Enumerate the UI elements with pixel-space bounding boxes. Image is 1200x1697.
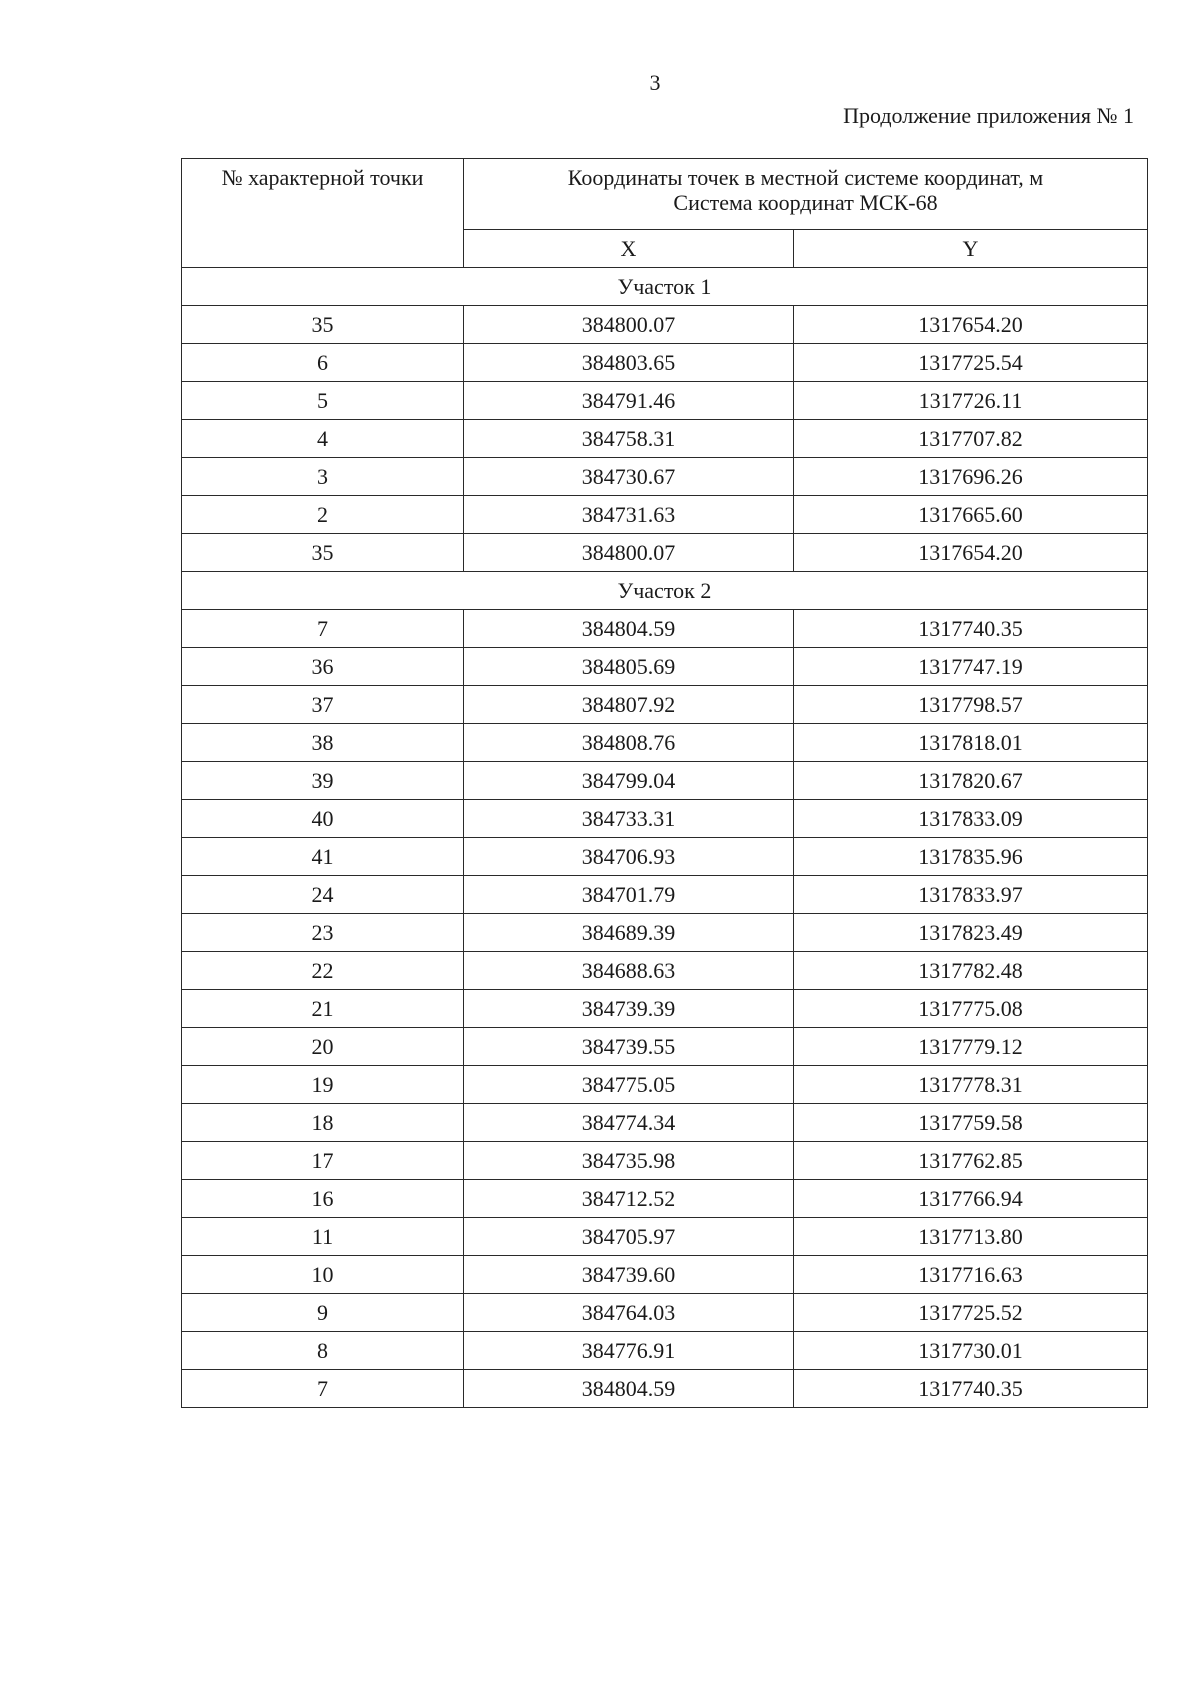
table-row bbox=[182, 876, 1148, 914]
point-number-cell: 38 bbox=[182, 724, 464, 762]
table-row bbox=[182, 1256, 1148, 1294]
y-coordinate-cell: 1317782.48 bbox=[794, 952, 1148, 990]
table-row bbox=[182, 1104, 1148, 1142]
section-title: Участок 2 bbox=[182, 572, 1148, 610]
table-row bbox=[182, 420, 1148, 458]
point-number-cell: 20 bbox=[182, 1028, 464, 1066]
point-number-cell: 18 bbox=[182, 1104, 464, 1142]
y-coordinate-cell: 1317775.08 bbox=[794, 990, 1148, 1028]
section-row bbox=[182, 572, 1148, 610]
x-coordinate-cell: 384804.59 bbox=[464, 1370, 794, 1408]
x-coordinate-cell: 384774.34 bbox=[464, 1104, 794, 1142]
coordinates-table-container bbox=[181, 158, 1147, 1408]
table-row bbox=[182, 344, 1148, 382]
point-number-cell: 5 bbox=[182, 382, 464, 420]
x-coordinate-cell: 384805.69 bbox=[464, 648, 794, 686]
y-coordinate-cell: 1317835.96 bbox=[794, 838, 1148, 876]
y-column-header: Y bbox=[794, 230, 1148, 268]
point-number-cell: 8 bbox=[182, 1332, 464, 1370]
x-coordinate-cell: 384764.03 bbox=[464, 1294, 794, 1332]
y-coordinate-cell: 1317833.97 bbox=[794, 876, 1148, 914]
point-number-header: № характерной точки bbox=[182, 159, 464, 268]
x-coordinate-cell: 384731.63 bbox=[464, 496, 794, 534]
x-coordinate-cell: 384800.07 bbox=[464, 306, 794, 344]
x-coordinate-cell: 384735.98 bbox=[464, 1142, 794, 1180]
table-row bbox=[182, 496, 1148, 534]
y-coordinate-cell: 1317725.52 bbox=[794, 1294, 1148, 1332]
section-title: Участок 1 bbox=[182, 268, 1148, 306]
x-coordinate-cell: 384808.76 bbox=[464, 724, 794, 762]
y-coordinate-cell: 1317747.19 bbox=[794, 648, 1148, 686]
table-row bbox=[182, 838, 1148, 876]
table-row bbox=[182, 1180, 1148, 1218]
y-coordinate-cell: 1317654.20 bbox=[794, 306, 1148, 344]
point-number-cell: 3 bbox=[182, 458, 464, 496]
point-number-cell: 7 bbox=[182, 610, 464, 648]
table-row bbox=[182, 1218, 1148, 1256]
y-coordinate-cell: 1317726.11 bbox=[794, 382, 1148, 420]
y-coordinate-cell: 1317823.49 bbox=[794, 914, 1148, 952]
y-coordinate-cell: 1317759.58 bbox=[794, 1104, 1148, 1142]
coordinates-table bbox=[181, 158, 1148, 1408]
point-number-cell: 24 bbox=[182, 876, 464, 914]
y-coordinate-cell: 1317779.12 bbox=[794, 1028, 1148, 1066]
point-number-cell: 7 bbox=[182, 1370, 464, 1408]
table-row bbox=[182, 990, 1148, 1028]
table-row bbox=[182, 458, 1148, 496]
table-row bbox=[182, 1294, 1148, 1332]
point-number-cell: 10 bbox=[182, 1256, 464, 1294]
table-row bbox=[182, 952, 1148, 990]
point-number-cell: 21 bbox=[182, 990, 464, 1028]
point-number-cell: 4 bbox=[182, 420, 464, 458]
coordinates-header bbox=[464, 159, 1148, 230]
y-coordinate-cell: 1317740.35 bbox=[794, 610, 1148, 648]
y-coordinate-cell: 1317716.63 bbox=[794, 1256, 1148, 1294]
y-coordinate-cell: 1317730.01 bbox=[794, 1332, 1148, 1370]
x-coordinate-cell: 384730.67 bbox=[464, 458, 794, 496]
x-coordinate-cell: 384800.07 bbox=[464, 534, 794, 572]
table-row bbox=[182, 762, 1148, 800]
point-number-cell: 37 bbox=[182, 686, 464, 724]
table-row bbox=[182, 914, 1148, 952]
point-number-cell: 36 bbox=[182, 648, 464, 686]
coordinates-table-body bbox=[182, 159, 1148, 1408]
point-number-cell: 35 bbox=[182, 306, 464, 344]
y-coordinate-cell: 1317778.31 bbox=[794, 1066, 1148, 1104]
point-number-cell: 19 bbox=[182, 1066, 464, 1104]
x-coordinate-cell: 384803.65 bbox=[464, 344, 794, 382]
table-row bbox=[182, 724, 1148, 762]
x-coordinate-cell: 384701.79 bbox=[464, 876, 794, 914]
y-coordinate-cell: 1317818.01 bbox=[794, 724, 1148, 762]
y-coordinate-cell: 1317707.82 bbox=[794, 420, 1148, 458]
point-number-cell: 17 bbox=[182, 1142, 464, 1180]
table-row bbox=[182, 534, 1148, 572]
point-number-cell: 11 bbox=[182, 1218, 464, 1256]
y-coordinate-cell: 1317696.26 bbox=[794, 458, 1148, 496]
point-number-cell: 35 bbox=[182, 534, 464, 572]
y-coordinate-cell: 1317833.09 bbox=[794, 800, 1148, 838]
coordinates-header-line1: Координаты точек в местной системе координат, м bbox=[567, 165, 1044, 190]
table-row bbox=[182, 1066, 1148, 1104]
x-coordinate-cell: 384799.04 bbox=[464, 762, 794, 800]
coordinates-header-line2: Система координат МСК-68 bbox=[673, 190, 938, 216]
y-coordinate-cell: 1317654.20 bbox=[794, 534, 1148, 572]
table-header-row bbox=[182, 159, 1148, 230]
x-coordinate-cell: 384804.59 bbox=[464, 610, 794, 648]
x-coordinate-cell: 384688.63 bbox=[464, 952, 794, 990]
y-coordinate-cell: 1317798.57 bbox=[794, 686, 1148, 724]
table-row bbox=[182, 1332, 1148, 1370]
x-coordinate-cell: 384739.55 bbox=[464, 1028, 794, 1066]
table-row bbox=[182, 648, 1148, 686]
point-number-cell: 22 bbox=[182, 952, 464, 990]
x-coordinate-cell: 384712.52 bbox=[464, 1180, 794, 1218]
point-number-cell: 23 bbox=[182, 914, 464, 952]
point-number-cell: 9 bbox=[182, 1294, 464, 1332]
table-row bbox=[182, 1028, 1148, 1066]
x-coordinate-cell: 384739.39 bbox=[464, 990, 794, 1028]
section-row bbox=[182, 268, 1148, 306]
x-coordinate-cell: 384706.93 bbox=[464, 838, 794, 876]
page-number: 3 bbox=[649, 70, 661, 95]
point-number-cell: 40 bbox=[182, 800, 464, 838]
appendix-continuation-label: Продолжение приложения № 1 bbox=[843, 103, 1134, 128]
y-coordinate-cell: 1317762.85 bbox=[794, 1142, 1148, 1180]
x-column-header: X bbox=[464, 230, 794, 268]
table-row bbox=[182, 1370, 1148, 1408]
table-row bbox=[182, 1142, 1148, 1180]
point-number-cell: 6 bbox=[182, 344, 464, 382]
y-coordinate-cell: 1317740.35 bbox=[794, 1370, 1148, 1408]
x-coordinate-cell: 384776.91 bbox=[464, 1332, 794, 1370]
x-coordinate-cell: 384739.60 bbox=[464, 1256, 794, 1294]
y-coordinate-cell: 1317665.60 bbox=[794, 496, 1148, 534]
x-coordinate-cell: 384689.39 bbox=[464, 914, 794, 952]
point-number-cell: 16 bbox=[182, 1180, 464, 1218]
x-coordinate-cell: 384733.31 bbox=[464, 800, 794, 838]
table-row bbox=[182, 610, 1148, 648]
point-number-cell: 41 bbox=[182, 838, 464, 876]
table-row bbox=[182, 686, 1148, 724]
table-row bbox=[182, 382, 1148, 420]
table-row bbox=[182, 306, 1148, 344]
y-coordinate-cell: 1317725.54 bbox=[794, 344, 1148, 382]
y-coordinate-cell: 1317766.94 bbox=[794, 1180, 1148, 1218]
point-number-cell: 39 bbox=[182, 762, 464, 800]
x-coordinate-cell: 384758.31 bbox=[464, 420, 794, 458]
y-coordinate-cell: 1317713.80 bbox=[794, 1218, 1148, 1256]
point-number-cell: 2 bbox=[182, 496, 464, 534]
table-row bbox=[182, 800, 1148, 838]
x-coordinate-cell: 384807.92 bbox=[464, 686, 794, 724]
y-coordinate-cell: 1317820.67 bbox=[794, 762, 1148, 800]
x-coordinate-cell: 384775.05 bbox=[464, 1066, 794, 1104]
x-coordinate-cell: 384791.46 bbox=[464, 382, 794, 420]
x-coordinate-cell: 384705.97 bbox=[464, 1218, 794, 1256]
